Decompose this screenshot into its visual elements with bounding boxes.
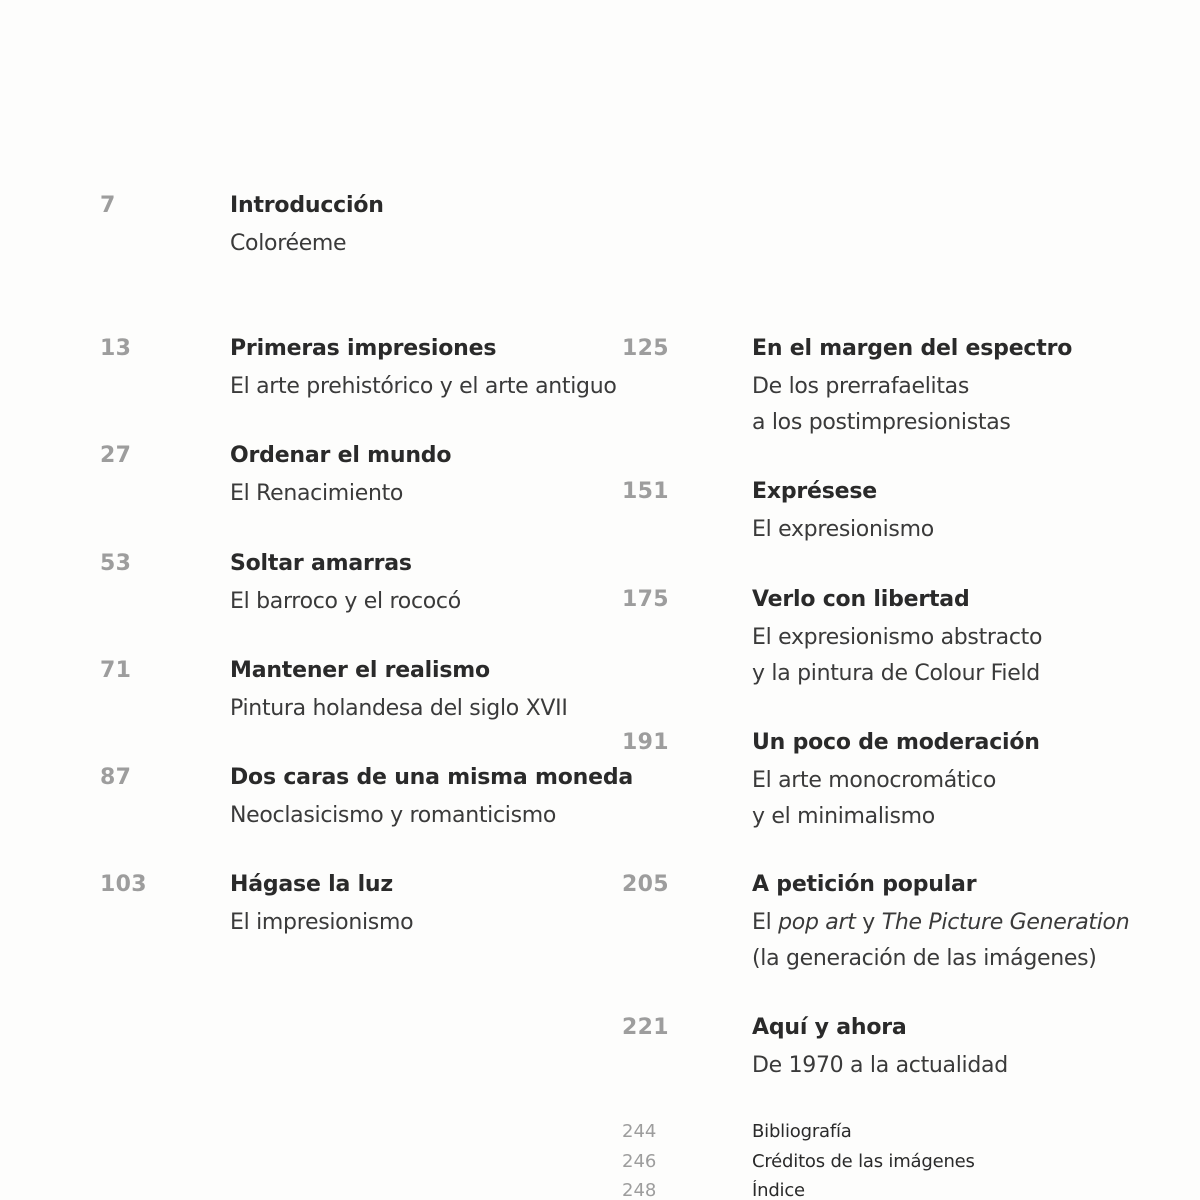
toc-page-number: 205 xyxy=(622,872,669,897)
toc-chapter-title: Ordenar el mundo xyxy=(230,443,452,468)
toc-entry[interactable] xyxy=(0,335,1180,440)
toc-back-matter-entry[interactable] xyxy=(0,1180,1000,1200)
toc-back-matter-label: Créditos de las imágenes xyxy=(752,1151,975,1172)
toc-page-number: 87 xyxy=(100,765,132,790)
subtitle-word: El xyxy=(752,910,772,935)
toc-chapter-subtitle: El expresionismo abstracto xyxy=(752,625,1043,650)
toc-chapter-title: Soltar amarras xyxy=(230,551,412,576)
subtitle-word: y xyxy=(862,910,875,935)
toc-chapter-subtitle: (la generación de las imágenes) xyxy=(752,946,1097,971)
toc-chapter-title: En el margen del espectro xyxy=(752,336,1073,361)
toc-page-number: 244 xyxy=(622,1121,657,1142)
toc-chapter-subtitle: De los prerrafaelitas xyxy=(752,374,969,399)
toc-chapter-title: Primeras impresiones xyxy=(230,336,497,361)
toc-chapter-subtitle: Pintura holandesa del siglo XVII xyxy=(230,696,568,721)
toc-chapter-title: Exprésese xyxy=(752,479,877,504)
toc-entry[interactable] xyxy=(0,586,1180,691)
toc-entry-intro[interactable] xyxy=(0,192,600,262)
toc-back-matter-entry[interactable] xyxy=(0,1121,1000,1151)
toc-chapter-subtitle: De 1970 a la actualidad xyxy=(752,1053,1008,1078)
toc-chapter-subtitle: El Renacimiento xyxy=(230,481,404,506)
toc-back-matter-label: Bibliografía xyxy=(752,1121,852,1142)
toc-entry[interactable] xyxy=(0,871,1180,976)
toc-chapter-subtitle: y el minimalismo xyxy=(752,804,935,829)
toc-entry[interactable] xyxy=(0,1014,1180,1084)
toc-chapter-subtitle: El barroco y el rococó xyxy=(230,589,461,614)
toc-page-number: 151 xyxy=(622,479,669,504)
toc-page-number: 13 xyxy=(100,336,132,361)
toc-chapter-subtitle xyxy=(752,905,1129,941)
toc-page-number: 27 xyxy=(100,443,132,468)
toc-page-number: 53 xyxy=(100,551,132,576)
toc-entry[interactable] xyxy=(0,478,1180,548)
toc-page-number: 246 xyxy=(622,1151,657,1172)
toc-back-matter-entry[interactable] xyxy=(0,1151,1000,1181)
toc-chapter-title: Verlo con libertad xyxy=(752,587,970,612)
toc-page-number: 191 xyxy=(622,730,669,755)
subtitle-italic-pop-art: pop art xyxy=(778,910,856,935)
toc-page-number: 7 xyxy=(100,193,116,218)
toc-page-number: 221 xyxy=(622,1015,669,1040)
toc-back-matter-label: Índice xyxy=(752,1180,805,1200)
toc-chapter-subtitle: a los postimpresionistas xyxy=(752,410,1011,435)
toc-page-number: 71 xyxy=(100,658,132,683)
toc-chapter-subtitle: El expresionismo xyxy=(752,517,934,542)
toc-page-number: 175 xyxy=(622,587,669,612)
toc-chapter-title: Un poco de moderación xyxy=(752,730,1040,755)
toc-chapter-title: Aquí y ahora xyxy=(752,1015,907,1040)
toc-chapter-subtitle: El arte prehistórico y el arte antiguo xyxy=(230,374,617,399)
toc-page-number: 103 xyxy=(100,872,147,897)
toc-chapter-title: Hágase la luz xyxy=(230,872,393,897)
toc-chapter-subtitle: y la pintura de Colour Field xyxy=(752,661,1040,686)
toc-chapter-title: Mantener el realismo xyxy=(230,658,490,683)
toc-chapter-title: Introducción xyxy=(230,193,384,218)
toc-chapter-subtitle: Neoclasicismo y romanticismo xyxy=(230,803,557,828)
toc-chapter-subtitle: Coloréeme xyxy=(230,231,347,256)
toc-chapter-subtitle: El impresionismo xyxy=(230,910,414,935)
toc-chapter-title: Dos caras de una misma moneda xyxy=(230,765,634,790)
subtitle-italic-picture-generation: The Picture Generation xyxy=(881,910,1130,935)
toc-page-number: 125 xyxy=(622,336,669,361)
toc-chapter-title: A petición popular xyxy=(752,872,977,897)
toc-chapter-subtitle: El arte monocromático xyxy=(752,768,997,793)
toc-page-number: 248 xyxy=(622,1180,657,1200)
toc-entry[interactable] xyxy=(0,729,1180,834)
